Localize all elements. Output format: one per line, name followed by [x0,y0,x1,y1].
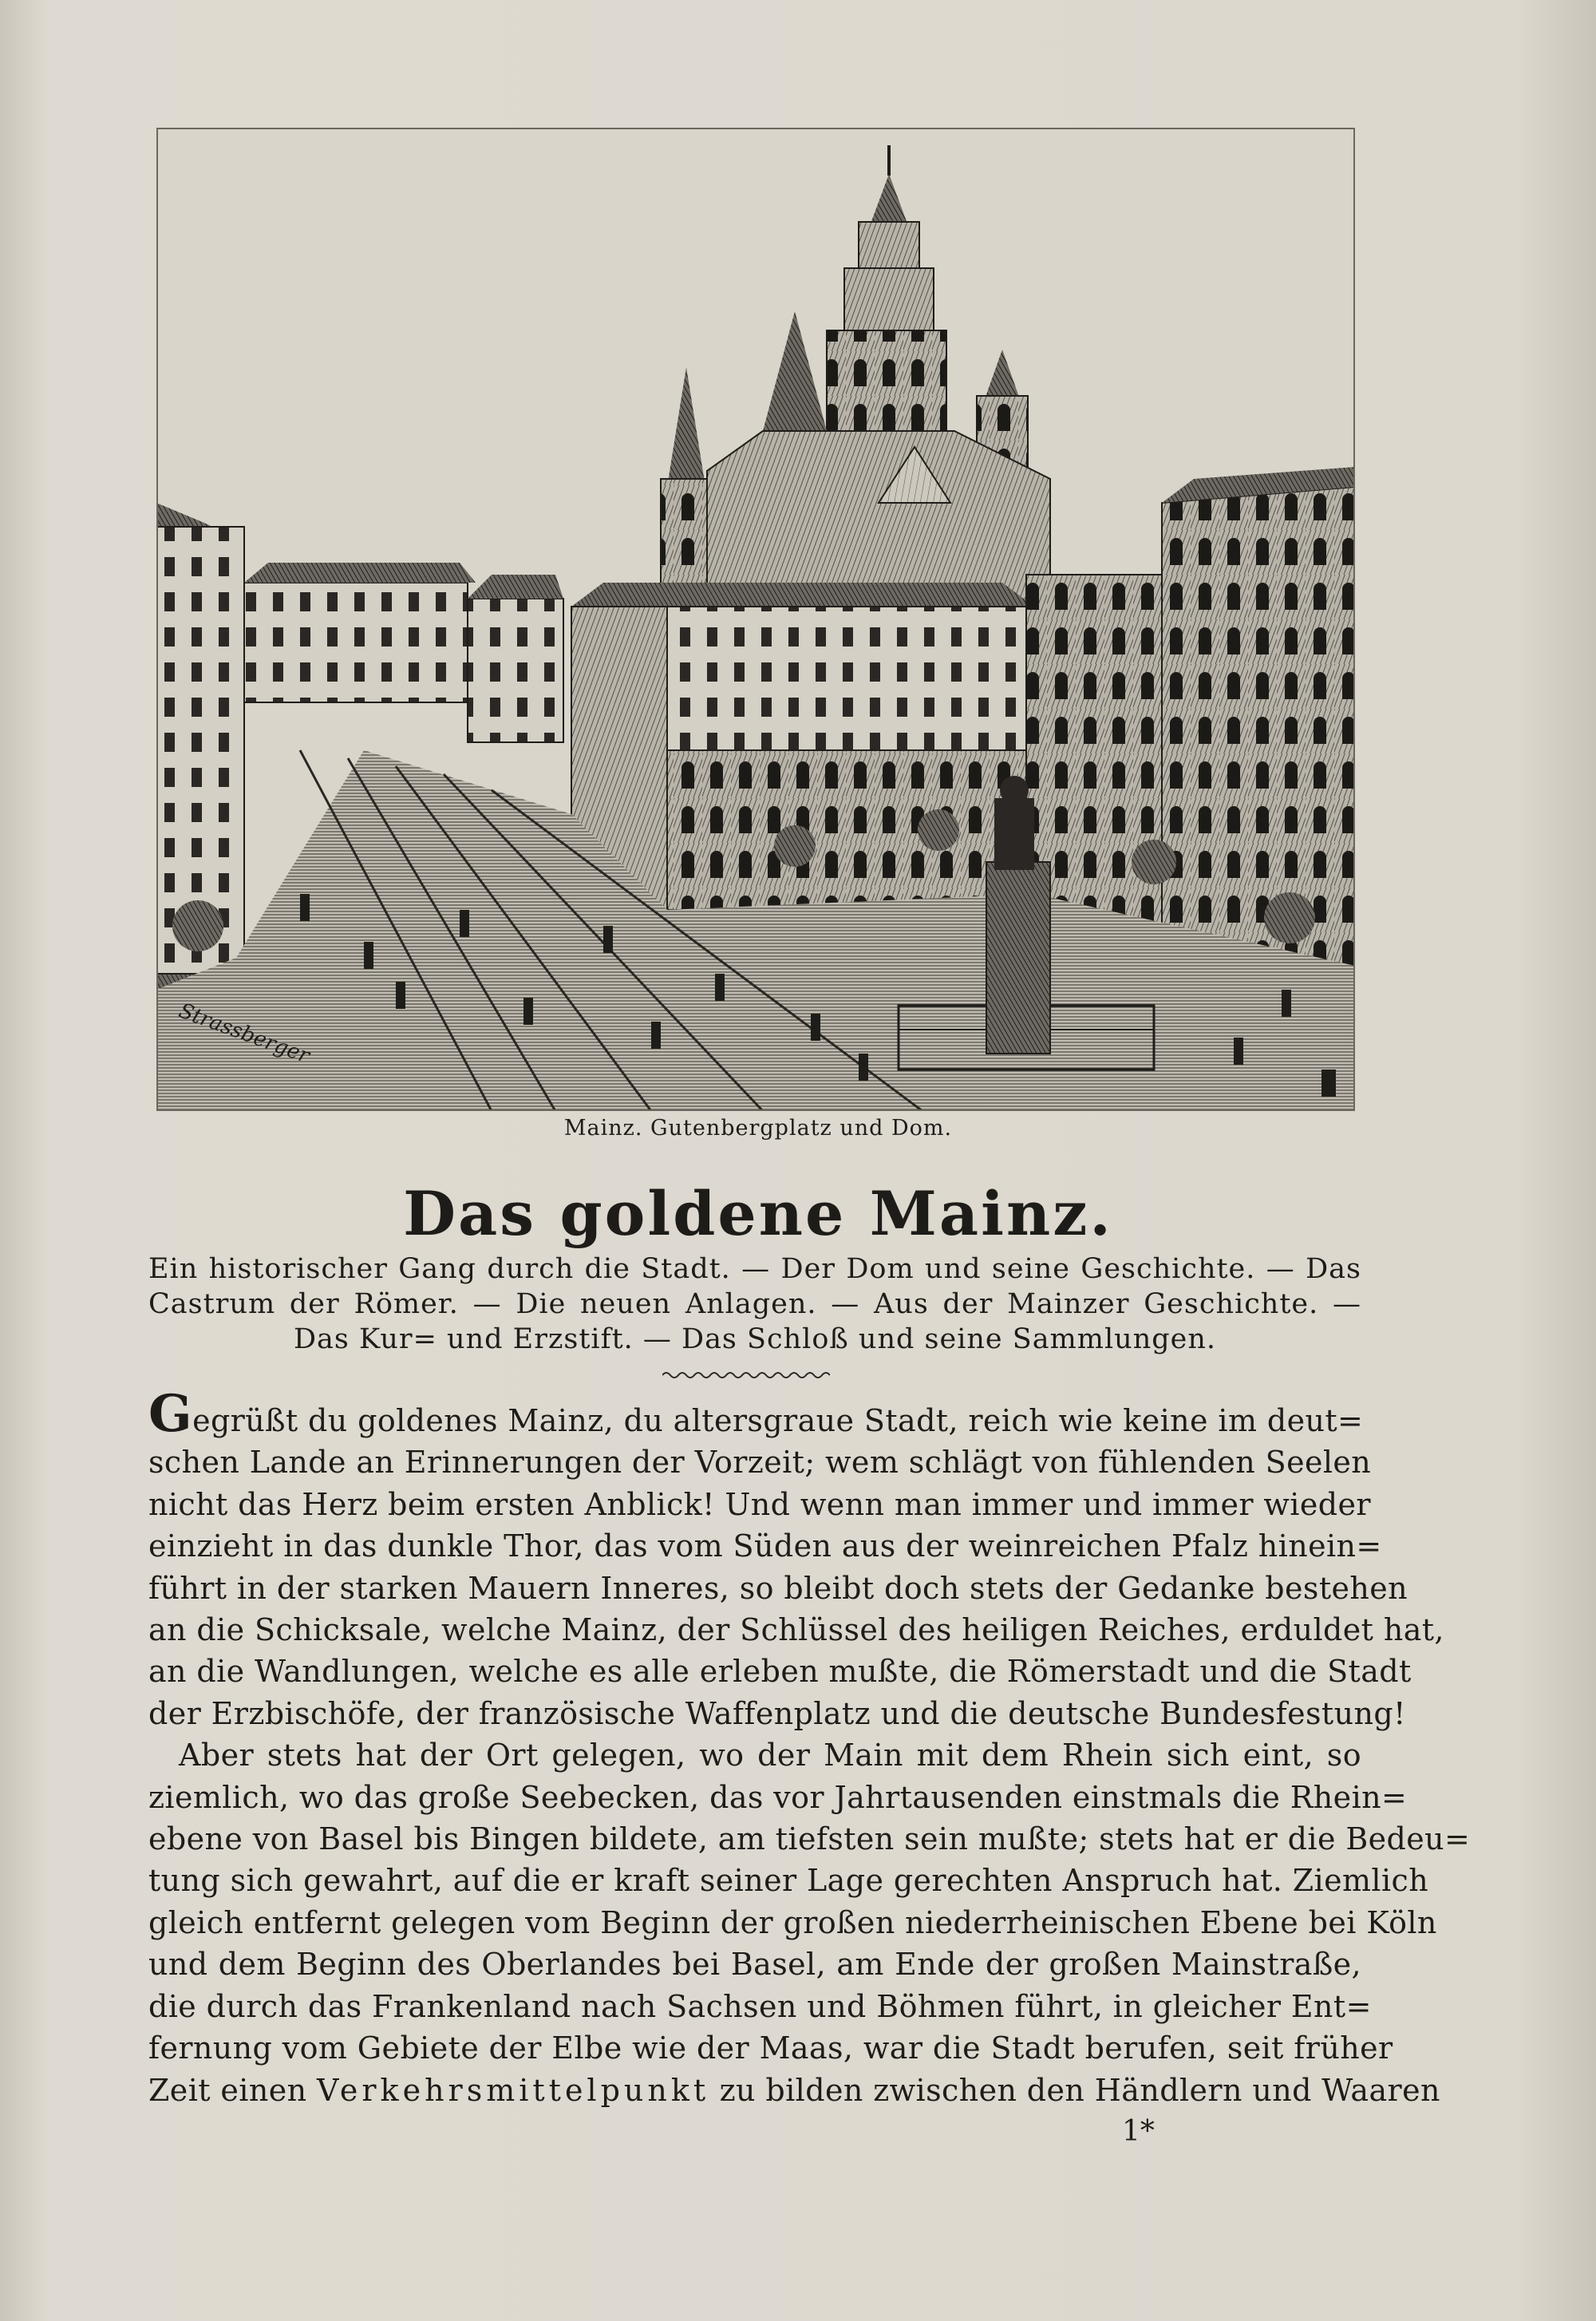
body-line: führt in der starken Mauern Inneres, so bleibt doch stets der Gedanke bestehen [148,1570,1408,1606]
summary-line: Castrum der Römer. — Die neuen Anlagen. — Aus der Mainzer Geschichte. — [148,1288,1361,1320]
body-line: der Erzbischöfe, der französische Waffenplatz und die deutsche Bundesfestung! [148,1695,1406,1731]
body-line: Aber stets hat der Ort gelegen, wo der Main mit dem Rhein sich eint, so [179,1738,1361,1773]
summary-line: Das Kur= und Erzstift. — Das Schloß und seine Sammlungen. [293,1323,1217,1355]
body-line: einzieht in das dunkle Thor, das vom Süden aus der weinreichen Pfalz hinein= [148,1528,1382,1564]
body-line: Zeit einen Verkehrsmittelpunkt zu bilden zwischen den Händlern und Waaren [148,2072,1440,2108]
ornamental-divider [662,1370,830,1381]
body-line: Gegrüßt du goldenes Mainz, du altersgraue Stadt, reich wie keine im deut= [148,1384,1364,1444]
body-line: und dem Beginn des Oberlandes bei Basel, am Ende der großen Mainstraße, [148,1947,1361,1983]
body-line: ebene von Basel bis Bingen bildete, am tiefsten sein mußte; stets hat er die Bedeu= [148,1821,1471,1857]
body-line: an die Wandlungen, welche es alle erleben mußte, die Römerstadt und die Stadt [148,1654,1412,1690]
body-line: ziemlich, wo das große Seebecken, das vor Jahrtausenden einstmals die Rhein= [148,1779,1408,1815]
figure-caption: Mainz. Gutenbergplatz und Dom. [563,1116,953,1141]
summary-line: Ein historischer Gang durch die Stadt. — Der Dom und seine Geschichte. — Das [148,1253,1361,1285]
body-line: gleich entfernt gelegen vom Beginn der großen niederrheinischen Ebene bei Köln [148,1904,1437,1940]
page-number: 1* [1122,2115,1155,2148]
body-text [148,1384,1471,2111]
drop-cap: G [148,1384,193,1444]
mainz-engraving [156,128,1355,1111]
body-line: nicht das Herz beim ersten Anblick! Und wenn man immer und immer wieder [148,1486,1371,1522]
body-line: an die Schicksale, welche Mainz, der Schlüssel des heiligen Reiches, erduldet hat, [148,1612,1444,1648]
chapter-summary [148,1251,1361,1357]
spaced-emphasis: Verkehrsmittelpunkt [316,2072,710,2108]
engraver-signature: Strassberger [176,998,313,1069]
engraving-illustration [156,128,1355,1111]
body-line: die durch das Frankenland nach Sachsen und Böhmen führt, in gleicher Ent= [148,1988,1372,2024]
body-line: tung sich gewahrt, auf die er kraft seiner Lage gerechten Anspruch hat. Ziemlich [148,1863,1429,1899]
body-line: fernung vom Gebiete der Elbe wie der Maas, war die Stadt berufen, seit früher [148,2030,1393,2066]
body-line: schen Lande an Erinnerungen der Vorzeit; wem schlägt von fühlenden Seelen [148,1445,1372,1481]
chapter-title: Das goldene Mainz. [403,1178,1113,1249]
